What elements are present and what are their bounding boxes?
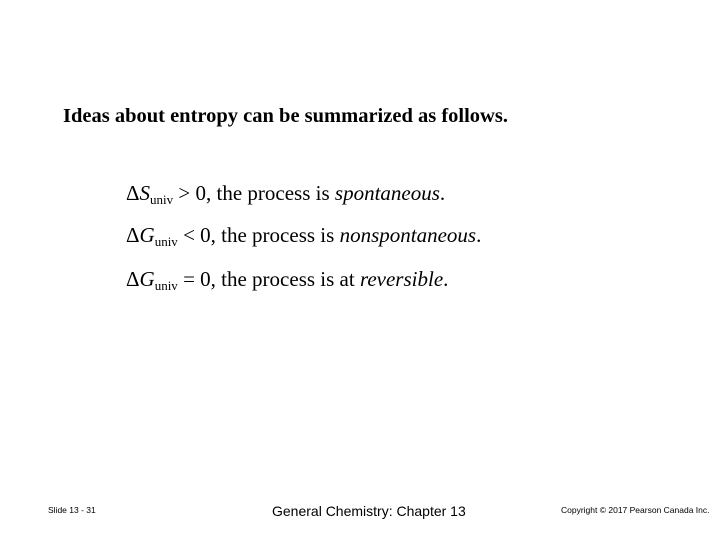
course-title: General Chemistry: Chapter 13 [272,503,466,519]
slide-number: Slide 13 - 31 [48,505,96,515]
delta-symbol: Δ [126,181,140,205]
quantity-symbol: S [139,181,151,205]
entropy-statement-reversible [126,267,448,292]
delta-symbol: Δ [126,223,140,247]
entropy-statement-nonspontaneous [126,223,481,248]
entropy-statement-spontaneous [126,181,445,206]
statement-relation: = 0, the process is at [177,267,360,291]
quantity-subscript: univ [154,234,178,249]
statement-emphasis: nonspontaneous [339,223,477,247]
quantity-symbol: G [139,223,155,247]
statement-end: . [476,223,482,247]
statement-end: . [443,267,449,291]
statement-relation: > 0, the process is [173,181,335,205]
quantity-symbol: G [139,267,155,291]
slide-heading: Ideas about entropy can be summarized as follows. [63,105,508,127]
quantity-subscript: univ [154,278,178,293]
statement-relation: < 0, the process is [177,223,340,247]
statement-emphasis: reversible [359,267,444,291]
copyright-notice: Copyright © 2017 Pearson Canada Inc. [561,505,710,515]
quantity-subscript: univ [150,192,174,207]
delta-symbol: Δ [126,267,140,291]
statement-emphasis: spontaneous [334,181,440,205]
statement-end: . [439,181,446,205]
